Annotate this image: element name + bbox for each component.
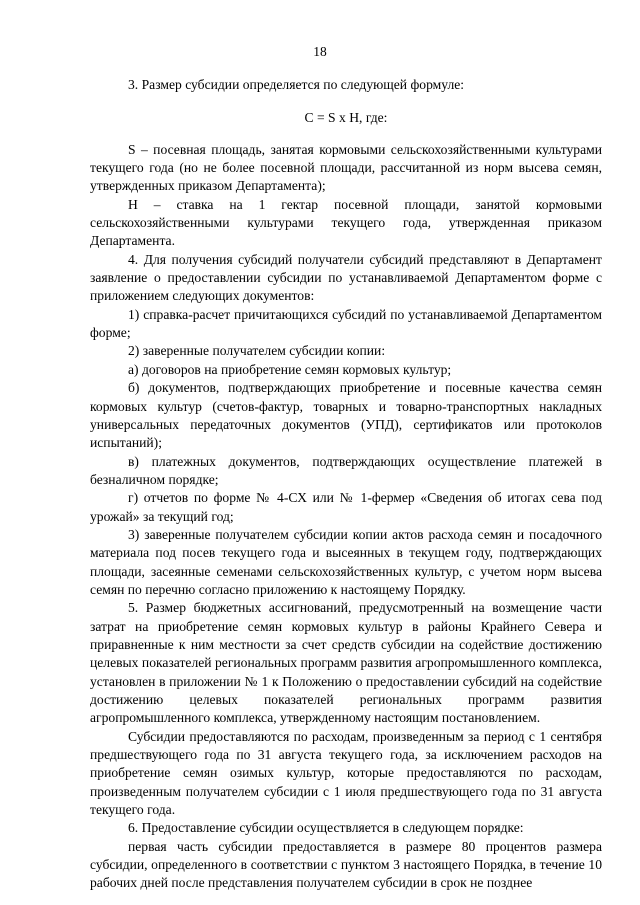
paragraph-item-4-2-g: г) отчетов по форме № 4-СХ или № 1-фермер «Сведения об итогах сева под урожай» за текущий год; (90, 490, 602, 524)
paragraph-definition-s: S – посевная площадь, занятая кормовыми сельскохозяйственными культурами текущего года (но не более посевной площади, рассчитанной из норм высева семян, утвержденных приказом Департамента); (90, 141, 602, 194)
paragraph-item-3-heading: 3. Размер субсидии определяется по следующей формуле: (128, 77, 465, 92)
paragraph-item-4-2-a: а) договоров на приобретение семян кормовых культур; (128, 361, 452, 377)
paragraph-item-4: 4. Для получения субсидий получатели субсидий представляют в Департамент заявление о предоставлении субсидии по устанавливаемой Департаментом форме с приложением следующих документов: (90, 251, 602, 304)
subsidy-formula: С = S х Н, где: (304, 110, 388, 126)
paragraph-item-5: 5. Размер бюджетных ассигнований, предусмотренный на возмещение части затрат на приобретение семян кормовых культур в районы Крайнего Севера и приравненные к ним местности за счет средств субсидии на содействие достижению целевых показателей региональных программ развития агропромышленного комплекса, установлен в приложении № 1 к Положению о предоставлении субсидий на содействие достижению целевых показателей региональных программ развития агропромышленного комплекса, утвержденному настоящим постановлением. (90, 600, 602, 726)
paragraph-item-4-2: 2) заверенные получателем субсидии копии: (128, 343, 386, 359)
paragraph-item-4-2-v: в) платежных документов, подтверждающих осуществление платежей в безналичном порядке; (90, 453, 602, 487)
paragraph-item-4-2-b: б) документов, подтверждающих приобретение и посевные качества семян кормовых культур (счетов-фактур, товарных и товарно-транспортных накладных универсальных передаточных документов (УПД), сертификатов или протоколов испытаний); (90, 380, 602, 451)
paragraph-item-6: 6. Предоставление субсидии осуществляется в следующем порядке: (128, 820, 524, 836)
paragraph-item-4-3: 3) заверенные получателем субсидии копии актов расхода семян и посадочного материала под посев текущего года и высеянных в текущем году, подтверждающих площади, засеянные семенами сельскохозяйственных культур, с учетом норм высева семян по перечню согласно приложению к настоящему Порядку. (90, 526, 602, 597)
page-number: 18 (313, 44, 327, 59)
document-body (90, 76, 602, 893)
paragraph-item-4-1: 1) справка-расчет причитающихся субсидий по устанавливаемой Департаментом форме; (90, 306, 602, 341)
paragraph-definition-h: Н – ставка на 1 гектар посевной площади, занятой кормовыми сельскохозяйственными культурами текущего года, утвержденная приказом Департамента. (90, 196, 602, 249)
paragraph-item-5-period: Субсидии предоставляются по расходам, произведенным за период с 1 сентября предшествующего года по 31 августа текущего года, за исключением расходов на приобретение семян озимых культур, которые предоставляются по расходам, произведенным получателем субсидии с 1 июля предшествующего года по 31 августа текущего года. (90, 728, 602, 818)
paragraph-item-6-first-part: первая часть субсидии предоставляется в размере 80 процентов размера субсидии, определенного в соответствии с пунктом 3 настоящего Порядка, в течение 10 рабочих дней после представления получателем субсидии в срок не позднее (90, 838, 602, 891)
